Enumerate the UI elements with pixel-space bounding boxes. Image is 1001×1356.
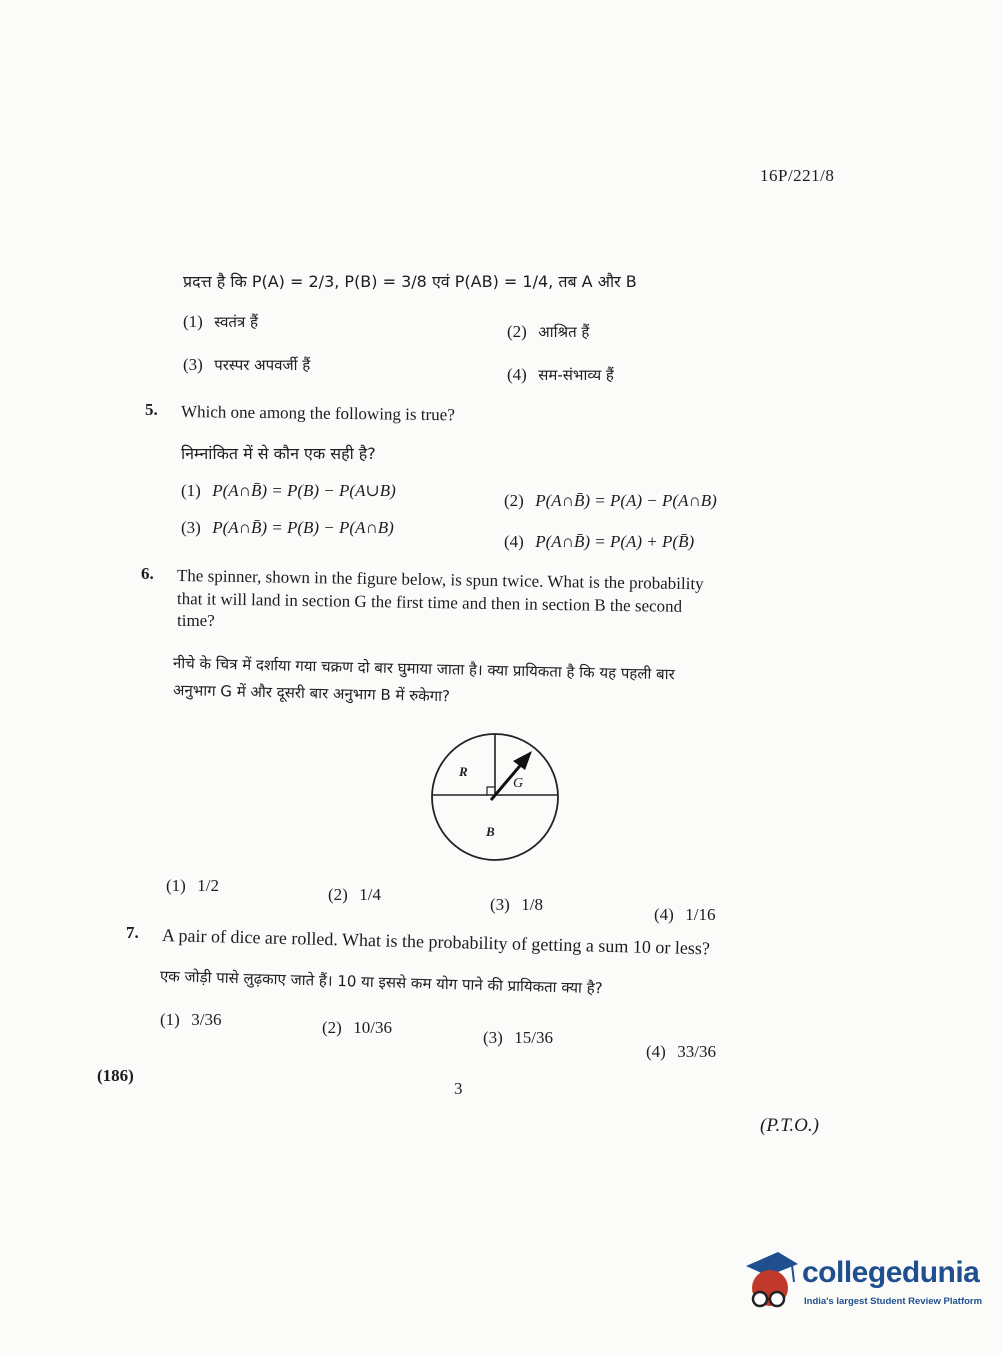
q7-option-1 <box>160 1010 221 1030</box>
collegedunia-watermark <box>740 1250 983 1318</box>
option-text: 1/16 <box>685 905 716 924</box>
q6-stem-hindi-line1: नीचे के चित्र में दर्शाया गया चक्रण दो बार घुमाया जाता है। क्या प्रायिकता है कि यह पहली बार <box>172 654 675 684</box>
q5-option-4 <box>504 532 694 552</box>
option-number: (3) <box>490 895 510 914</box>
q5-option-2 <box>504 491 717 511</box>
q6-stem-en-line2: that it will land in section G the first time and then in section B the second <box>176 589 683 616</box>
option-number: (4) <box>507 365 527 384</box>
option-number: (3) <box>181 518 201 537</box>
page-number: 3 <box>454 1079 463 1098</box>
option-text: 15/36 <box>514 1028 553 1047</box>
q6-option-1 <box>166 876 219 896</box>
option-text: 33/36 <box>677 1042 716 1061</box>
brand-name: collegedunia <box>802 1256 980 1289</box>
option-number: (4) <box>654 905 674 924</box>
mascot-icon <box>740 1250 800 1316</box>
q6-option-2 <box>328 885 381 905</box>
spinner-figure <box>425 725 565 870</box>
option-number: (1) <box>181 481 201 500</box>
q6-stem-hindi-line2: अनुभाग G में और दूसरी बार अनुभाग B में रुकेगा? <box>172 681 451 706</box>
label-b: B <box>486 824 495 839</box>
q7-number: 7. <box>126 923 139 942</box>
option-text: 1/2 <box>197 876 219 895</box>
pto-label: (P.T.O.) <box>760 1115 819 1136</box>
paper-code: 16P/221/8 <box>760 166 835 185</box>
q4-option-3 <box>183 355 310 375</box>
q6-number: 6. <box>141 564 154 583</box>
option-text: स्वतंत्र हैं <box>214 313 258 331</box>
q4-option-2 <box>507 322 589 342</box>
q4-option-4 <box>507 365 614 385</box>
option-text: 1/8 <box>521 895 543 914</box>
spinner-arrow-head <box>513 751 532 770</box>
footer-code: (186) <box>97 1066 134 1085</box>
label-r: R <box>459 764 468 779</box>
q7-stem-en: A pair of dice are rolled. What is the probability of getting a sum 10 or less? <box>161 925 711 959</box>
option-number: (3) <box>483 1028 503 1047</box>
option-text: P(A∩B̄) = P(B) − P(A∩B) <box>212 518 394 537</box>
right-angle-mark <box>487 787 495 795</box>
option-number: (3) <box>183 355 203 374</box>
option-text: 10/36 <box>353 1018 392 1037</box>
option-number: (2) <box>328 885 348 904</box>
q6-stem-en-line1: The spinner, shown in the figure below, is spun twice. What is the probability <box>176 566 704 594</box>
option-text: परस्पर अपवर्जी हैं <box>214 356 311 374</box>
q6-option-3 <box>490 895 543 915</box>
q5-option-3 <box>181 518 394 538</box>
option-text: P(A∩B̄) = P(B) − P(A∪B) <box>212 481 396 500</box>
option-text: सम-संभाव्य हैं <box>538 366 614 384</box>
q4-stem: प्रदत्त है कि P(A) = 2/3, P(B) = 3/8 एवं P(AB) = 1/4, तब A और B <box>183 272 637 291</box>
q7-option-4 <box>646 1042 716 1062</box>
option-number: (2) <box>322 1018 342 1037</box>
option-number: (1) <box>166 876 186 895</box>
q7-stem-hindi: एक जोड़ी पासे लुढ़काए जाते हैं। 10 या इससे कम योग पाने की प्रायिकता क्या है? <box>159 967 603 998</box>
option-number: (4) <box>504 532 524 551</box>
option-text: P(A∩B̄) = P(A) + P(B̄) <box>535 532 695 551</box>
option-text: P(A∩B̄) = P(A) − P(A∩B) <box>535 491 717 510</box>
label-g: G <box>513 776 524 791</box>
option-number: (2) <box>504 491 524 510</box>
option-number: (4) <box>646 1042 666 1061</box>
q4-option-1 <box>183 312 258 332</box>
q6-option-4 <box>654 905 715 925</box>
option-number: (1) <box>160 1010 180 1029</box>
option-text: 1/4 <box>359 885 381 904</box>
q7-option-3 <box>483 1028 553 1048</box>
q6-stem-en-line3: time? <box>177 611 215 630</box>
option-text: 3/36 <box>191 1010 222 1029</box>
q5-number: 5. <box>145 400 158 419</box>
option-text: आश्रित हैं <box>538 323 590 341</box>
q5-stem-en: Which one among the following is true? <box>180 402 455 425</box>
q5-option-1 <box>181 481 396 501</box>
option-number: (1) <box>183 312 203 331</box>
q7-option-2 <box>322 1018 392 1038</box>
q5-stem-hindi: निम्नांकित में से कौन एक सही है? <box>181 444 376 463</box>
brand-tagline: India's largest Student Review Platform <box>804 1296 983 1307</box>
option-number: (2) <box>507 322 527 341</box>
